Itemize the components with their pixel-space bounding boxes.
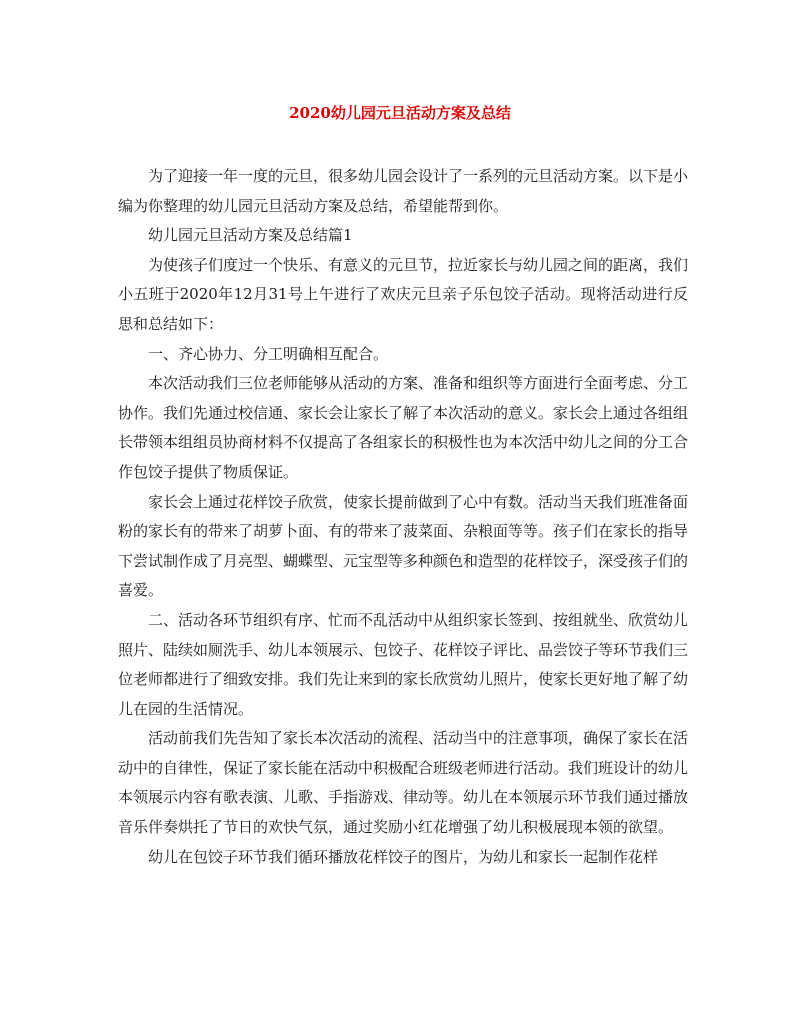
paragraph-dumplings: 幼儿在包饺子环节我们循环播放花样饺子的图片，为幼儿和家长一起制作花样 — [148, 847, 659, 866]
paragraph-teachers: 本次活动我们三位老师能够从活动的方案、准备和组织等方面进行全面考虑、分工协作。我们先通过校信通、家长会让家长了解了本次活动的意义。家长会上通过各组组长带领本组组员协商材料不仅提高了各组家长的积极性也为本次活中幼儿之间的分工合作包饺子提供了物质保证。 — [118, 374, 689, 481]
paragraph-intro: 为了迎接一年一度的元旦，很多幼儿园会设计了一系列的元旦活动方案。以下是小编为你整理的幼儿园元旦活动方案及总结，希望能帮到你。 — [118, 167, 689, 215]
paragraph-point-one: 一、齐心协力、分工明确相互配合。 — [148, 344, 389, 363]
paragraph-point-two: 二、活动各环节组织有序、忙而不乱活动中从组织家长签到、按组就坐、欣赏幼儿照片、陆续如厕洗手、幼儿本领展示、包饺子、花样饺子评比、品尝饺子等环节我们三位老师都进行了细致安排。我们先让来到的家长欣赏幼儿照片，使家长更好地了解了幼儿在园的生活情况。 — [118, 610, 689, 718]
paragraph-parents-meeting: 家长会上通过花样饺子欣赏，使家长提前做到了心中有数。活动当天我们班准备面粉的家长有的带来了胡萝卜面、有的带来了菠菜面、杂粮面等等。孩子们在家长的指导下尝试制作成了月亮型、蝴蝶型、元宝型等多种颜色和造型的花样饺子，深受孩子们的喜爱。 — [118, 492, 689, 600]
document-title: 2020幼儿园元旦活动方案及总结 — [289, 104, 511, 122]
paragraph-section-heading: 幼儿园元旦活动方案及总结篇1 — [148, 226, 353, 245]
paragraph-purpose: 为使孩子们度过一个快乐、有意义的元旦节，拉近家长与幼儿园之间的距离，我们小五班于2020年12月31号上午进行了欢庆元旦亲子乐包饺子活动。现将活动进行反思和总结如下： — [118, 255, 689, 333]
paragraph-before-activity: 活动前我们先告知了家长本次活动的流程、活动当中的注意事项，确保了家长在活动中的自律性，保证了家长能在活动中积极配合班级老师进行活动。我们班设计的幼儿本领展示内容有歌表演、儿歌、手指游戏、律动等。幼儿在本领展示环节我们通过播放音乐伴奏烘托了节日的欢快气氛，通过奖励小红花增强了幼儿积极展现本领的欲望。 — [118, 729, 689, 837]
document-body — [118, 162, 688, 872]
